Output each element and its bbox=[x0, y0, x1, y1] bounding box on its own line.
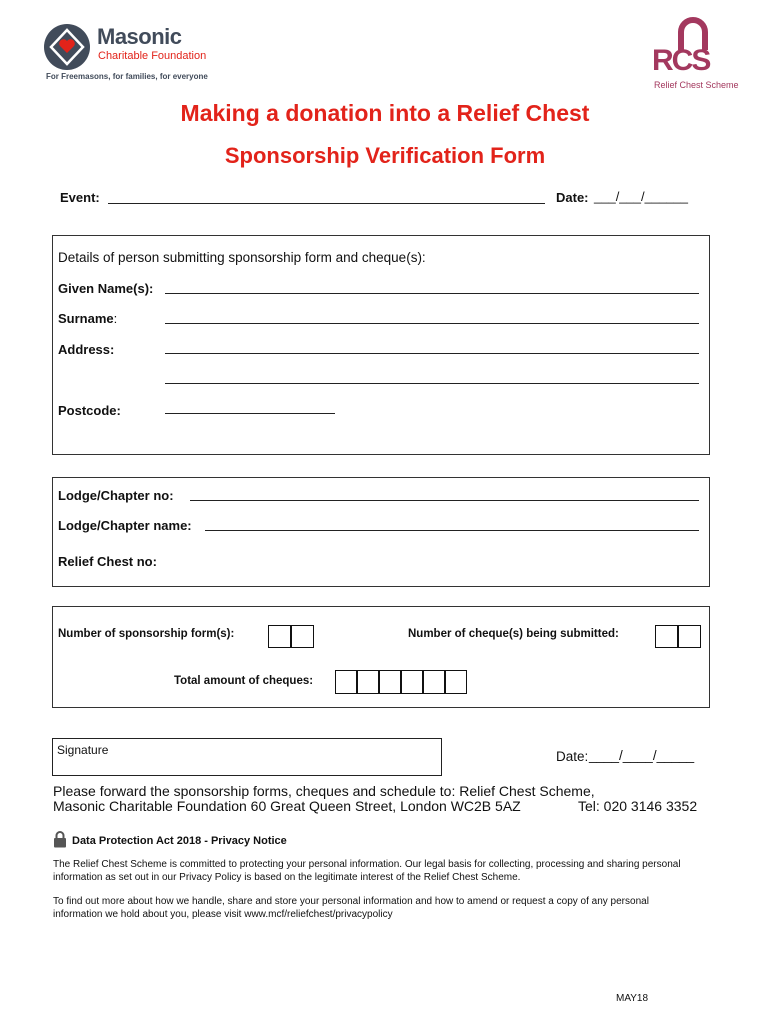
total-amount-label: Total amount of cheques: bbox=[174, 675, 314, 687]
cheques-count-digit-1[interactable] bbox=[655, 625, 678, 648]
rcs-logo bbox=[646, 14, 740, 94]
privacy-heading: Data Protection Act 2018 - Privacy Notice bbox=[72, 835, 287, 847]
total-digit-6[interactable] bbox=[445, 670, 467, 694]
rcs-name: Relief Chest Scheme bbox=[654, 80, 739, 90]
mcf-emblem-icon bbox=[42, 22, 92, 72]
address-line-2-field[interactable] bbox=[165, 383, 699, 384]
signature-date-field[interactable]: ____/____/_____ bbox=[589, 748, 695, 763]
person-details-heading: Details of person submitting sponsorship form and cheque(s): bbox=[58, 250, 426, 265]
forward-tel: Tel: 020 3146 3352 bbox=[578, 798, 698, 814]
forms-count-digit-1[interactable] bbox=[268, 625, 291, 648]
event-field[interactable] bbox=[108, 203, 545, 204]
total-digit-3[interactable] bbox=[379, 670, 401, 694]
signature-field[interactable] bbox=[52, 738, 442, 776]
total-digit-1[interactable] bbox=[335, 670, 357, 694]
date-field[interactable]: ___/___/______ bbox=[594, 189, 688, 204]
relief-chest-no-label: Relief Chest no: bbox=[58, 554, 157, 569]
lodge-name-field[interactable] bbox=[205, 530, 699, 531]
rcs-letters: RCS bbox=[652, 44, 710, 77]
date-label: Date: bbox=[556, 190, 589, 205]
form-title: Making a donation into a Relief Chest bbox=[180, 100, 590, 126]
postcode-label: Postcode: bbox=[58, 403, 121, 418]
org-subname: Charitable Foundation bbox=[98, 50, 207, 62]
privacy-paragraph-1: The Relief Chest Scheme is committed to protecting your personal information. Our legal basis for collecting, processing and sharing personal information as set out in our Privacy Policy is based on the legitimate interest of the Relief Chest Scheme. bbox=[53, 859, 681, 883]
total-digit-5[interactable] bbox=[423, 670, 445, 694]
mcf-logo bbox=[40, 20, 220, 84]
lodge-name-label: Lodge/Chapter name: bbox=[58, 518, 192, 533]
total-digit-2[interactable] bbox=[357, 670, 379, 694]
lodge-no-label: Lodge/Chapter no: bbox=[58, 488, 174, 503]
org-name: Masonic bbox=[97, 24, 182, 49]
person-details-box bbox=[52, 235, 710, 455]
postcode-field[interactable] bbox=[165, 413, 335, 414]
forms-count-digit-2[interactable] bbox=[291, 625, 314, 648]
form-subtitle: Sponsorship Verification Form bbox=[224, 143, 546, 168]
surname-label: Surname: bbox=[58, 311, 118, 326]
cheques-count-label: Number of cheque(s) being submitted: bbox=[408, 628, 619, 640]
forms-count-label: Number of sponsorship form(s): bbox=[58, 628, 235, 640]
forward-line-2: Masonic Charitable Foundation 60 Great Queen Street, London WC2B 5AZ bbox=[53, 798, 521, 814]
lodge-no-field[interactable] bbox=[190, 500, 699, 501]
forward-line-1: Please forward the sponsorship forms, cheques and schedule to: Relief Chest Scheme, bbox=[53, 783, 595, 799]
padlock-icon bbox=[53, 830, 67, 848]
signature-label: Signature bbox=[57, 743, 109, 757]
address-line-1-field[interactable] bbox=[165, 353, 699, 354]
given-names-label: Given Name(s): bbox=[58, 281, 154, 296]
address-label: Address: bbox=[58, 342, 115, 357]
event-label: Event: bbox=[60, 190, 100, 205]
cheques-count-digit-2[interactable] bbox=[678, 625, 701, 648]
form-version-code: MAY18 bbox=[616, 993, 649, 1004]
total-digit-4[interactable] bbox=[401, 670, 423, 694]
org-tagline: For Freemasons, for families, for everyone bbox=[46, 72, 208, 81]
privacy-paragraph-2: To find out more about how we handle, share and store your personal information and how to amend or request a copy of any personal information we hold about you, please visit www.mcf/reliefchest/privacypolicy bbox=[53, 896, 649, 920]
signature-date-label: Date: bbox=[556, 749, 589, 764]
surname-field[interactable] bbox=[165, 323, 699, 324]
given-names-field[interactable] bbox=[165, 293, 699, 294]
